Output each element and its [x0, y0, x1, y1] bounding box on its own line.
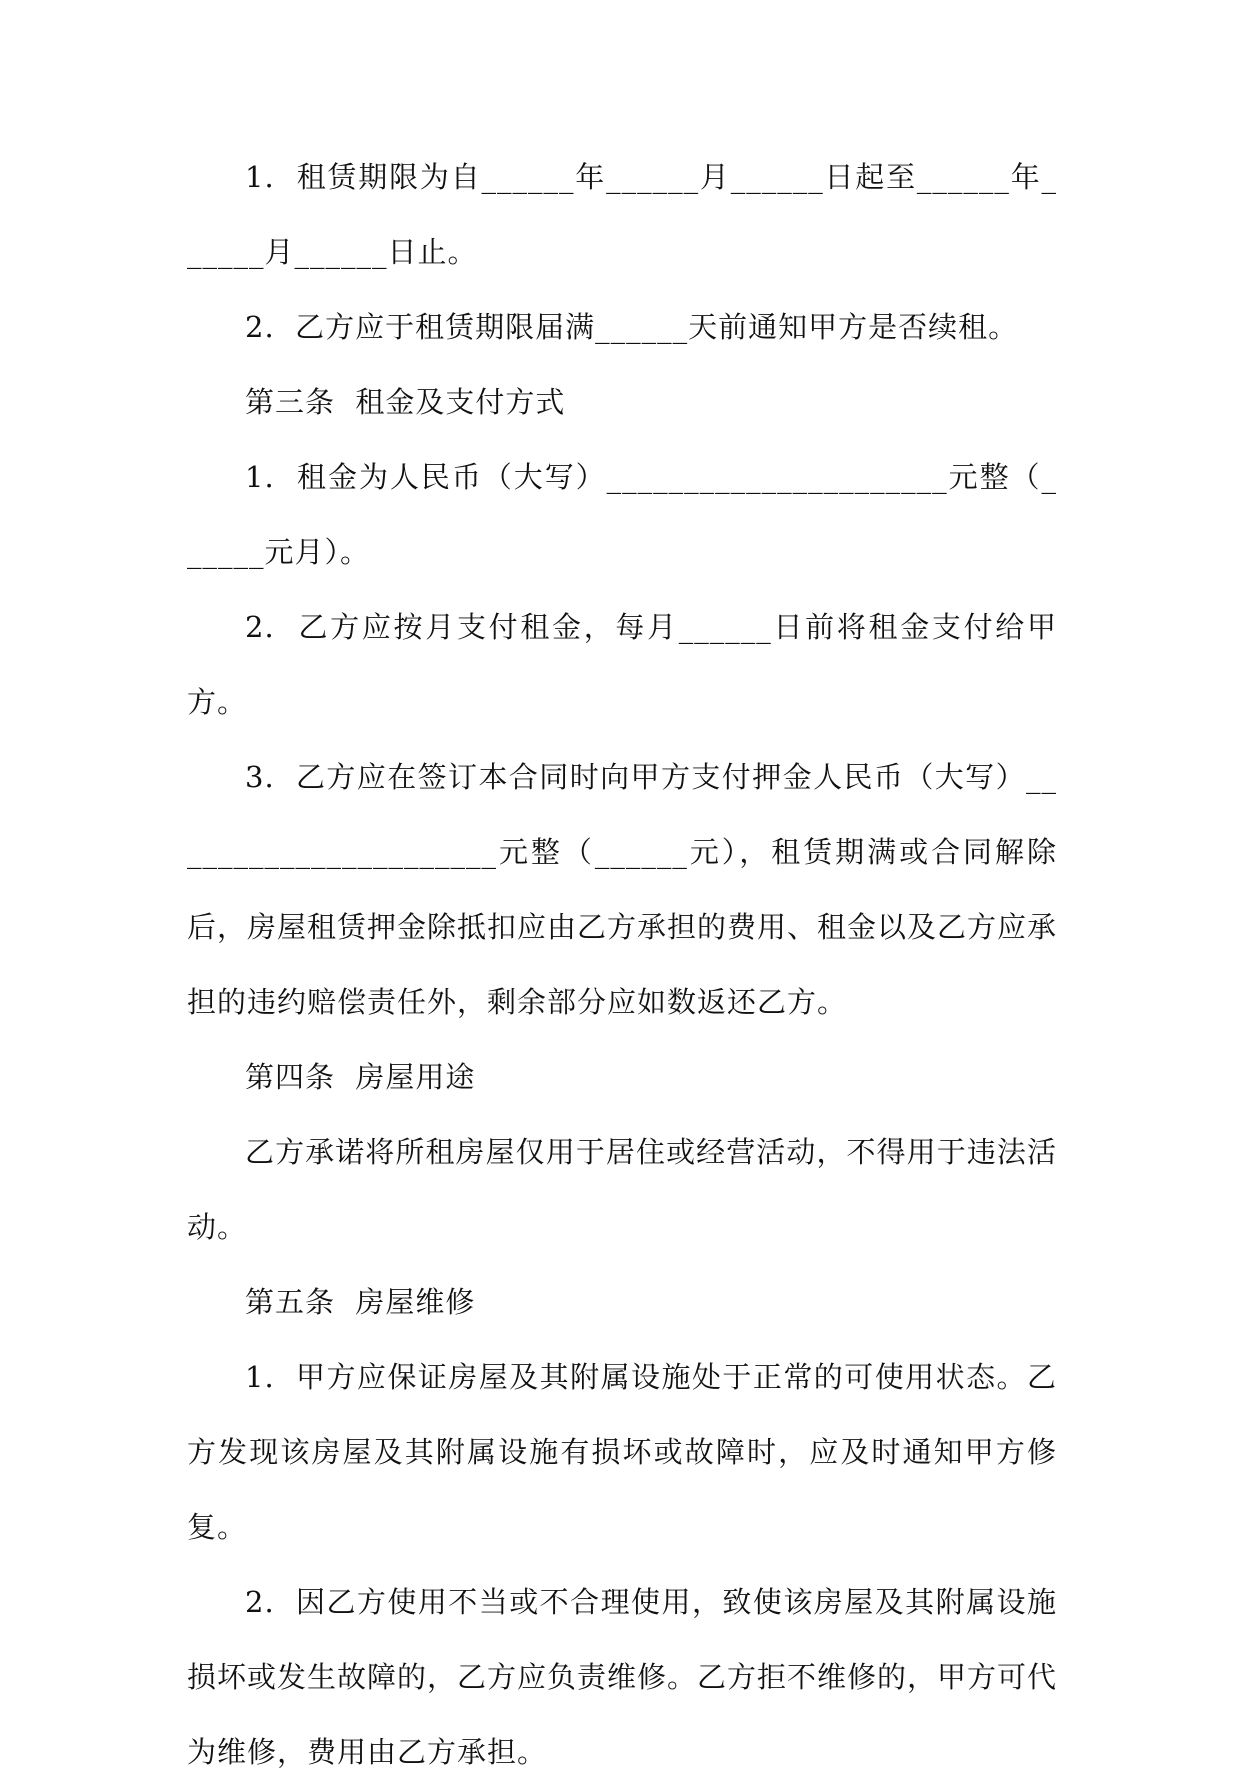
tenant-repair-clause: 2. 因乙方使用不当或不合理使用，致使该房屋及其附属设施损坏或发生故障的，乙方应负责维修。乙方拒不维修的，甲方可代为维修，费用由乙方承担。 [187, 1585, 1058, 1769]
rent-amount-clause: 1. 租金为人民币（大写）______________________元整（______元月）。 [187, 460, 1057, 569]
contract-body [187, 140, 1057, 1790]
deposit-clause: 3. 乙方应在签订本合同时向甲方支付押金人民币（大写）______________________元整（______元），租赁期满或合同解除后，房屋租赁押金除抵扣应由乙方承担的费用、租金以及乙方应承担的违约赔偿责任外，剩余部分应如数返还乙方。 [187, 760, 1058, 1019]
article-3-heading: 第三条 租金及支付方式 [245, 385, 566, 419]
renewal-notice-clause: 2. 乙方应于租赁期限届满______天前通知甲方是否续租。 [245, 310, 1019, 344]
rent-payment-clause: 2. 乙方应按月支付租金，每月______日前将租金支付给甲方。 [187, 610, 1057, 719]
lease-term-clause: 1. 租赁期限为自______年______月______日起至______年______月______日止。 [187, 160, 1057, 269]
article-4-heading: 第四条 房屋用途 [245, 1060, 476, 1094]
article-5-heading: 第五条 房屋维修 [245, 1285, 476, 1319]
usage-clause: 乙方承诺将所租房屋仅用于居住或经营活动，不得用于违法活动。 [187, 1135, 1057, 1244]
landlord-maintenance-clause: 1. 甲方应保证房屋及其附属设施处于正常的可使用状态。乙方发现该房屋及其附属设施有损坏或故障时，应及时通知甲方修复。 [187, 1360, 1057, 1544]
